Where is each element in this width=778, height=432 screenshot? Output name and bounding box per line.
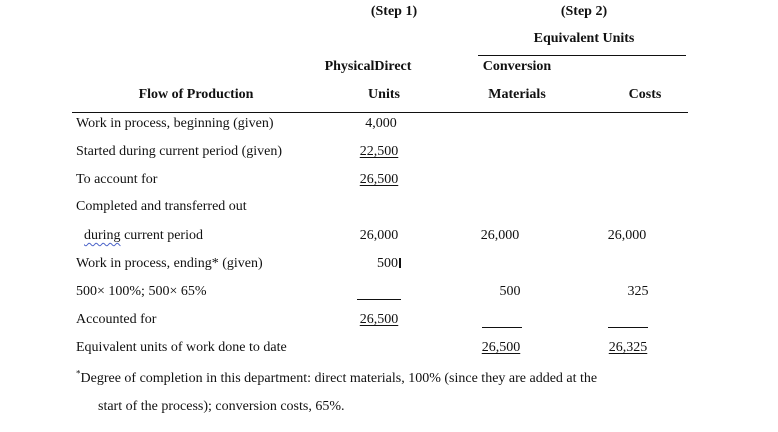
row-label-prefix: during [84, 228, 121, 243]
row-label: 500× 100%; 500× 65% [76, 284, 207, 299]
header-rule [72, 112, 688, 113]
materials-header: Materials [488, 87, 546, 102]
step1-label: (Step 1) [370, 4, 418, 19]
equivalent-units-label: Equivalent Units [533, 31, 635, 46]
row-label: To account for [76, 172, 158, 187]
row-label: Accounted for [76, 312, 157, 327]
row-units: 26,500 [359, 312, 399, 327]
row-materials: 500 [499, 284, 521, 299]
row-label: Equivalent units of work done to date [76, 340, 287, 355]
row-units: 4,000 [365, 116, 397, 131]
row-label: Work in process, ending* (given) [76, 256, 263, 271]
row-units: 26,500 [359, 172, 399, 187]
row-costs: 26,325 [608, 340, 648, 355]
row-units: 26,000 [359, 228, 399, 243]
footnote-line2: start of the process); conversion costs, 65%. [98, 399, 345, 414]
row-materials: 26,500 [481, 340, 521, 355]
row-materials: 26,000 [480, 228, 520, 243]
equivalent-units-rule [478, 55, 686, 56]
flow-of-production-header: Flow of Production [138, 87, 254, 102]
footnote-marker: * [76, 368, 81, 379]
row-costs: 26,000 [607, 228, 647, 243]
conversion-header: Conversion [482, 59, 552, 74]
row-label: Started during current period (given) [76, 144, 283, 159]
row-label-rest: current period [120, 228, 203, 243]
row-label: Completed and transferred out [76, 199, 247, 214]
physical-direct-header: PhysicalDirect [324, 59, 412, 74]
cursor-mark [399, 258, 401, 268]
footnote-line1: *Degree of completion in this department: direct materials, 100% (since they are added at the [76, 368, 598, 386]
row-units: 22,500 [359, 144, 399, 159]
units-header: Units [368, 87, 400, 102]
step2-label: (Step 2) [560, 4, 608, 19]
row-costs: 325 [627, 284, 649, 299]
costs-subtotal-rule [608, 327, 648, 328]
row-units: 500 [377, 255, 401, 273]
materials-subtotal-rule [482, 327, 522, 328]
units-subtotal-rule [357, 299, 401, 300]
costs-header: Costs [628, 87, 662, 102]
row-label: Work in process, beginning (given) [76, 116, 274, 131]
row-label [84, 227, 203, 245]
